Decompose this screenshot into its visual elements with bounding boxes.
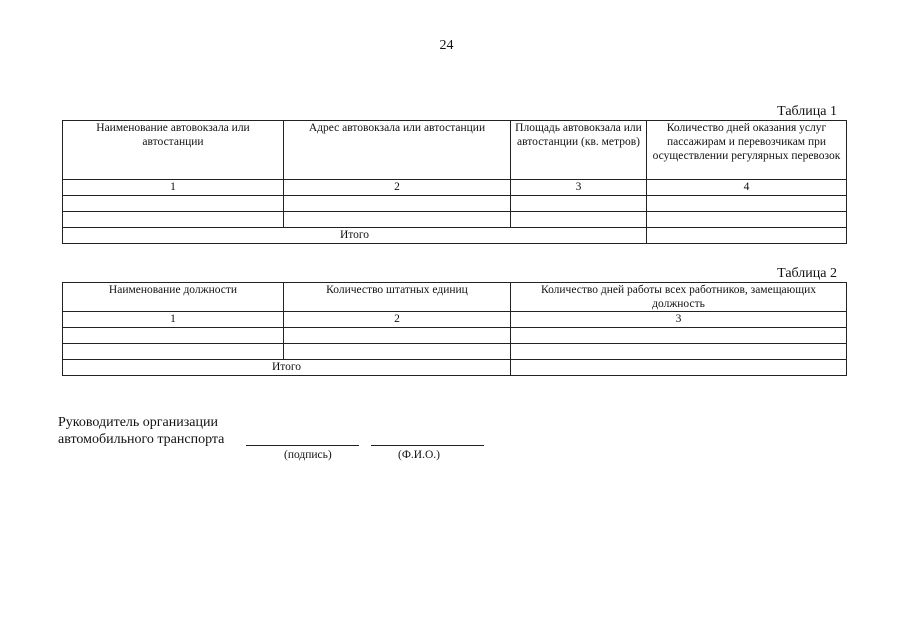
signature-caption: (подпись) xyxy=(284,449,332,461)
table1-col-number: 3 xyxy=(511,180,647,196)
table-cell xyxy=(647,212,847,228)
table-cell xyxy=(647,196,847,212)
name-line xyxy=(371,445,484,446)
table1-col-number: 1 xyxy=(63,180,284,196)
table2-total-value xyxy=(511,360,847,376)
table-cell xyxy=(284,344,511,360)
signature-line xyxy=(246,445,359,446)
table1-header-days: Количество дней оказания услуг пассажирам и перевозчикам при осуществлении регулярных перевозок xyxy=(647,121,847,180)
table1-number-row xyxy=(63,180,847,196)
table2-header-position: Наименование должности xyxy=(63,283,284,312)
table-cell xyxy=(284,328,511,344)
table-row xyxy=(63,344,847,360)
table2-caption: Таблица 2 xyxy=(777,266,837,281)
table1-total-label: Итого xyxy=(63,228,647,244)
table2-col-number: 1 xyxy=(63,312,284,328)
table-row xyxy=(63,212,847,228)
page-number: 24 xyxy=(439,38,454,53)
table1-caption: Таблица 1 xyxy=(777,104,837,119)
table-cell xyxy=(284,196,511,212)
table-cell xyxy=(511,344,847,360)
table-cell xyxy=(284,212,511,228)
table1-col-number: 4 xyxy=(647,180,847,196)
table-cell xyxy=(511,196,647,212)
table2-col-number: 2 xyxy=(284,312,511,328)
table-row xyxy=(63,196,847,212)
table1-total-value xyxy=(647,228,847,244)
name-caption: (Ф.И.О.) xyxy=(398,449,440,461)
table1-header-name: Наименование автовокзала или автостанции xyxy=(63,121,284,180)
table2-total-label: Итого xyxy=(63,360,511,376)
table1-header-area: Площадь автовокзала или автостанции (кв. метров) xyxy=(511,121,647,180)
table2-col-number: 3 xyxy=(511,312,847,328)
table-cell xyxy=(511,212,647,228)
table1-col-number: 2 xyxy=(284,180,511,196)
table1-header-address: Адрес автовокзала или автостанции xyxy=(284,121,511,180)
table2-header-work-days: Количество дней работы всех работников, замещающих должность xyxy=(511,283,847,312)
table-cell xyxy=(63,212,284,228)
table2-total-row xyxy=(63,360,847,376)
table-cell xyxy=(63,196,284,212)
table2 xyxy=(62,282,847,376)
table-cell xyxy=(63,344,284,360)
table1 xyxy=(62,120,847,244)
table-row xyxy=(63,328,847,344)
signature-title-line1: Руководитель организации xyxy=(58,415,218,430)
table-cell xyxy=(63,328,284,344)
table2-number-row xyxy=(63,312,847,328)
table2-header-row xyxy=(63,283,847,312)
table1-total-row xyxy=(63,228,847,244)
table2-header-staff-units: Количество штатных единиц xyxy=(284,283,511,312)
table1-header-row xyxy=(63,121,847,180)
table-cell xyxy=(511,328,847,344)
signature-title-line2: автомобильного транспорта xyxy=(58,432,225,447)
